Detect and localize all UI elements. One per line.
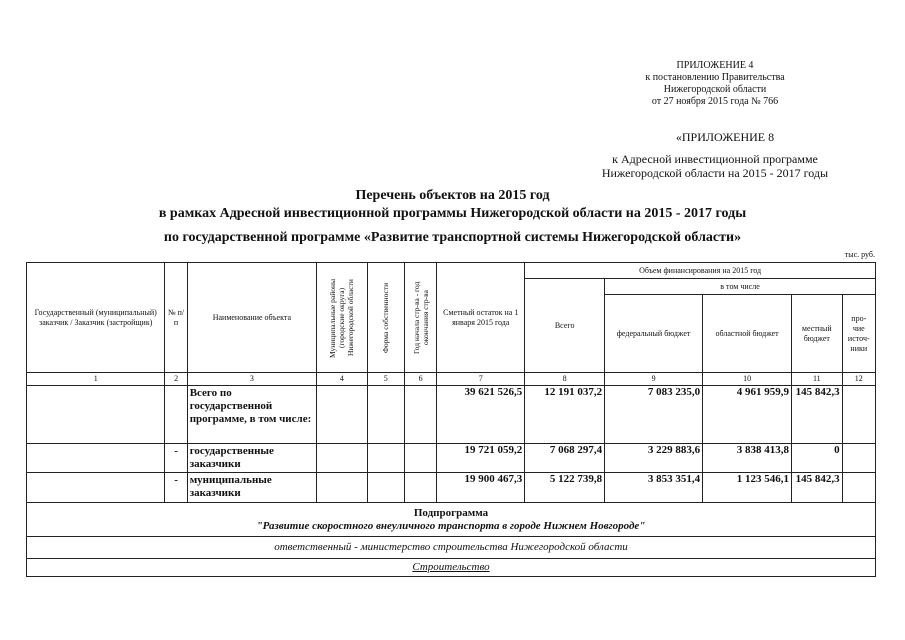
appendix8-line: к Адресной инвестиционной программе [612,152,818,166]
header-ownership [367,263,404,373]
row-regional: 4 961 959,9 [703,386,792,444]
header-district-text: Муниципальные районы (городские округа) Нижегородской области [328,278,356,358]
appendix-line: к постановлению Правительства [645,72,785,83]
col-number: 2 [165,373,187,386]
row-regional: 3 838 413,8 [703,444,792,473]
row-local: 0 [792,444,843,473]
row-local: 145 842,3 [792,386,843,444]
col-number: 7 [437,373,525,386]
appendix8-line: «ПРИЛОЖЕНИЕ 8 [675,130,775,144]
appendix-line: ПРИЛОЖЕНИЕ 4 [676,60,754,71]
header-incl: в том числе [605,279,876,295]
row-regional: 1 123 546,1 [703,473,792,503]
subprogram-cell [27,503,876,537]
header-customer: Государственный (муниципальный) заказчик / Заказчик (застройщик) [27,263,165,373]
col-number: 8 [525,373,605,386]
appendix8-block [570,130,860,180]
table-row [27,473,876,503]
row-name: муниципальные заказчики [187,473,316,503]
header-local: местный бюджет [792,295,843,373]
row-total: 12 191 037,2 [525,386,605,444]
row-total: 5 122 739,8 [525,473,605,503]
row-federal: 7 083 235,0 [605,386,703,444]
col-number: 11 [792,373,843,386]
row-dash: - [165,473,187,503]
col-number: 1 [27,373,165,386]
row-total: 7 068 297,4 [525,444,605,473]
header-federal: федеральный бюджет [605,295,703,373]
subprogram-name: "Развитие скоростного внеуличного транспорта в городе Нижнем Новгороде" [256,519,646,532]
header-years-text: Год начала стр-ва - год окончания стр-ва [411,281,430,354]
row-other [842,444,875,473]
header-balance: Сметный остаток на 1 января 2015 года [437,263,525,373]
row-federal: 3 853 351,4 [605,473,703,503]
row-other [842,386,875,444]
appendix8-line: Нижегородской области на 2015 - 2017 годы [601,166,829,180]
section-row: Строительство [27,559,876,577]
subprogram-label: Подпрограмма [413,506,489,519]
header-regional: областной бюджет [703,295,792,373]
row-dash: - [165,444,187,473]
header-num: № п/п [165,263,187,373]
row-other [842,473,875,503]
objects-table [26,262,876,577]
header-financing: Объем финансирования на 2015 год [525,263,876,279]
col-number: 9 [605,373,703,386]
units-label: тыс. руб. [844,250,875,259]
row-name: государственные заказчики [187,444,316,473]
appendix-line: от 27 ноября 2015 года № 766 [651,96,779,107]
col-number: 10 [703,373,792,386]
row-local: 145 842,3 [792,473,843,503]
doc-title-2: в рамках Адресной инвестиционной программы Нижегородской области на 2015 - 2017 годы [158,206,747,221]
header-name: Наименование объекта [187,263,316,373]
col-number: 12 [842,373,875,386]
appendix-block [610,60,820,108]
table-row [27,386,876,444]
header-years [404,263,436,373]
row-balance: 39 621 526,5 [437,386,525,444]
header-district [317,263,368,373]
col-number: 3 [187,373,316,386]
doc-title-1: Перечень объектов на 2015 год [355,188,550,203]
header-total: Всего [525,279,605,373]
col-number: 5 [367,373,404,386]
responsible-row: ответственный - министерство строительства Нижегородской области [27,537,876,559]
table-row [27,444,876,473]
row-dash [165,386,187,444]
row-balance: 19 721 059,2 [437,444,525,473]
col-number: 6 [404,373,436,386]
appendix-line: Нижегородской области [663,84,767,95]
col-number: 4 [317,373,368,386]
doc-title-3: по государственной программе «Развитие транспортной системы Нижегородской области» [163,230,742,245]
header-other: про- чие источ- ники [842,295,875,373]
header-ownership-text: Форма собственности [381,282,391,353]
row-name: Всего по государственной программе, в том числе: [187,386,316,444]
row-federal: 3 229 883,6 [605,444,703,473]
row-balance: 19 900 467,3 [437,473,525,503]
